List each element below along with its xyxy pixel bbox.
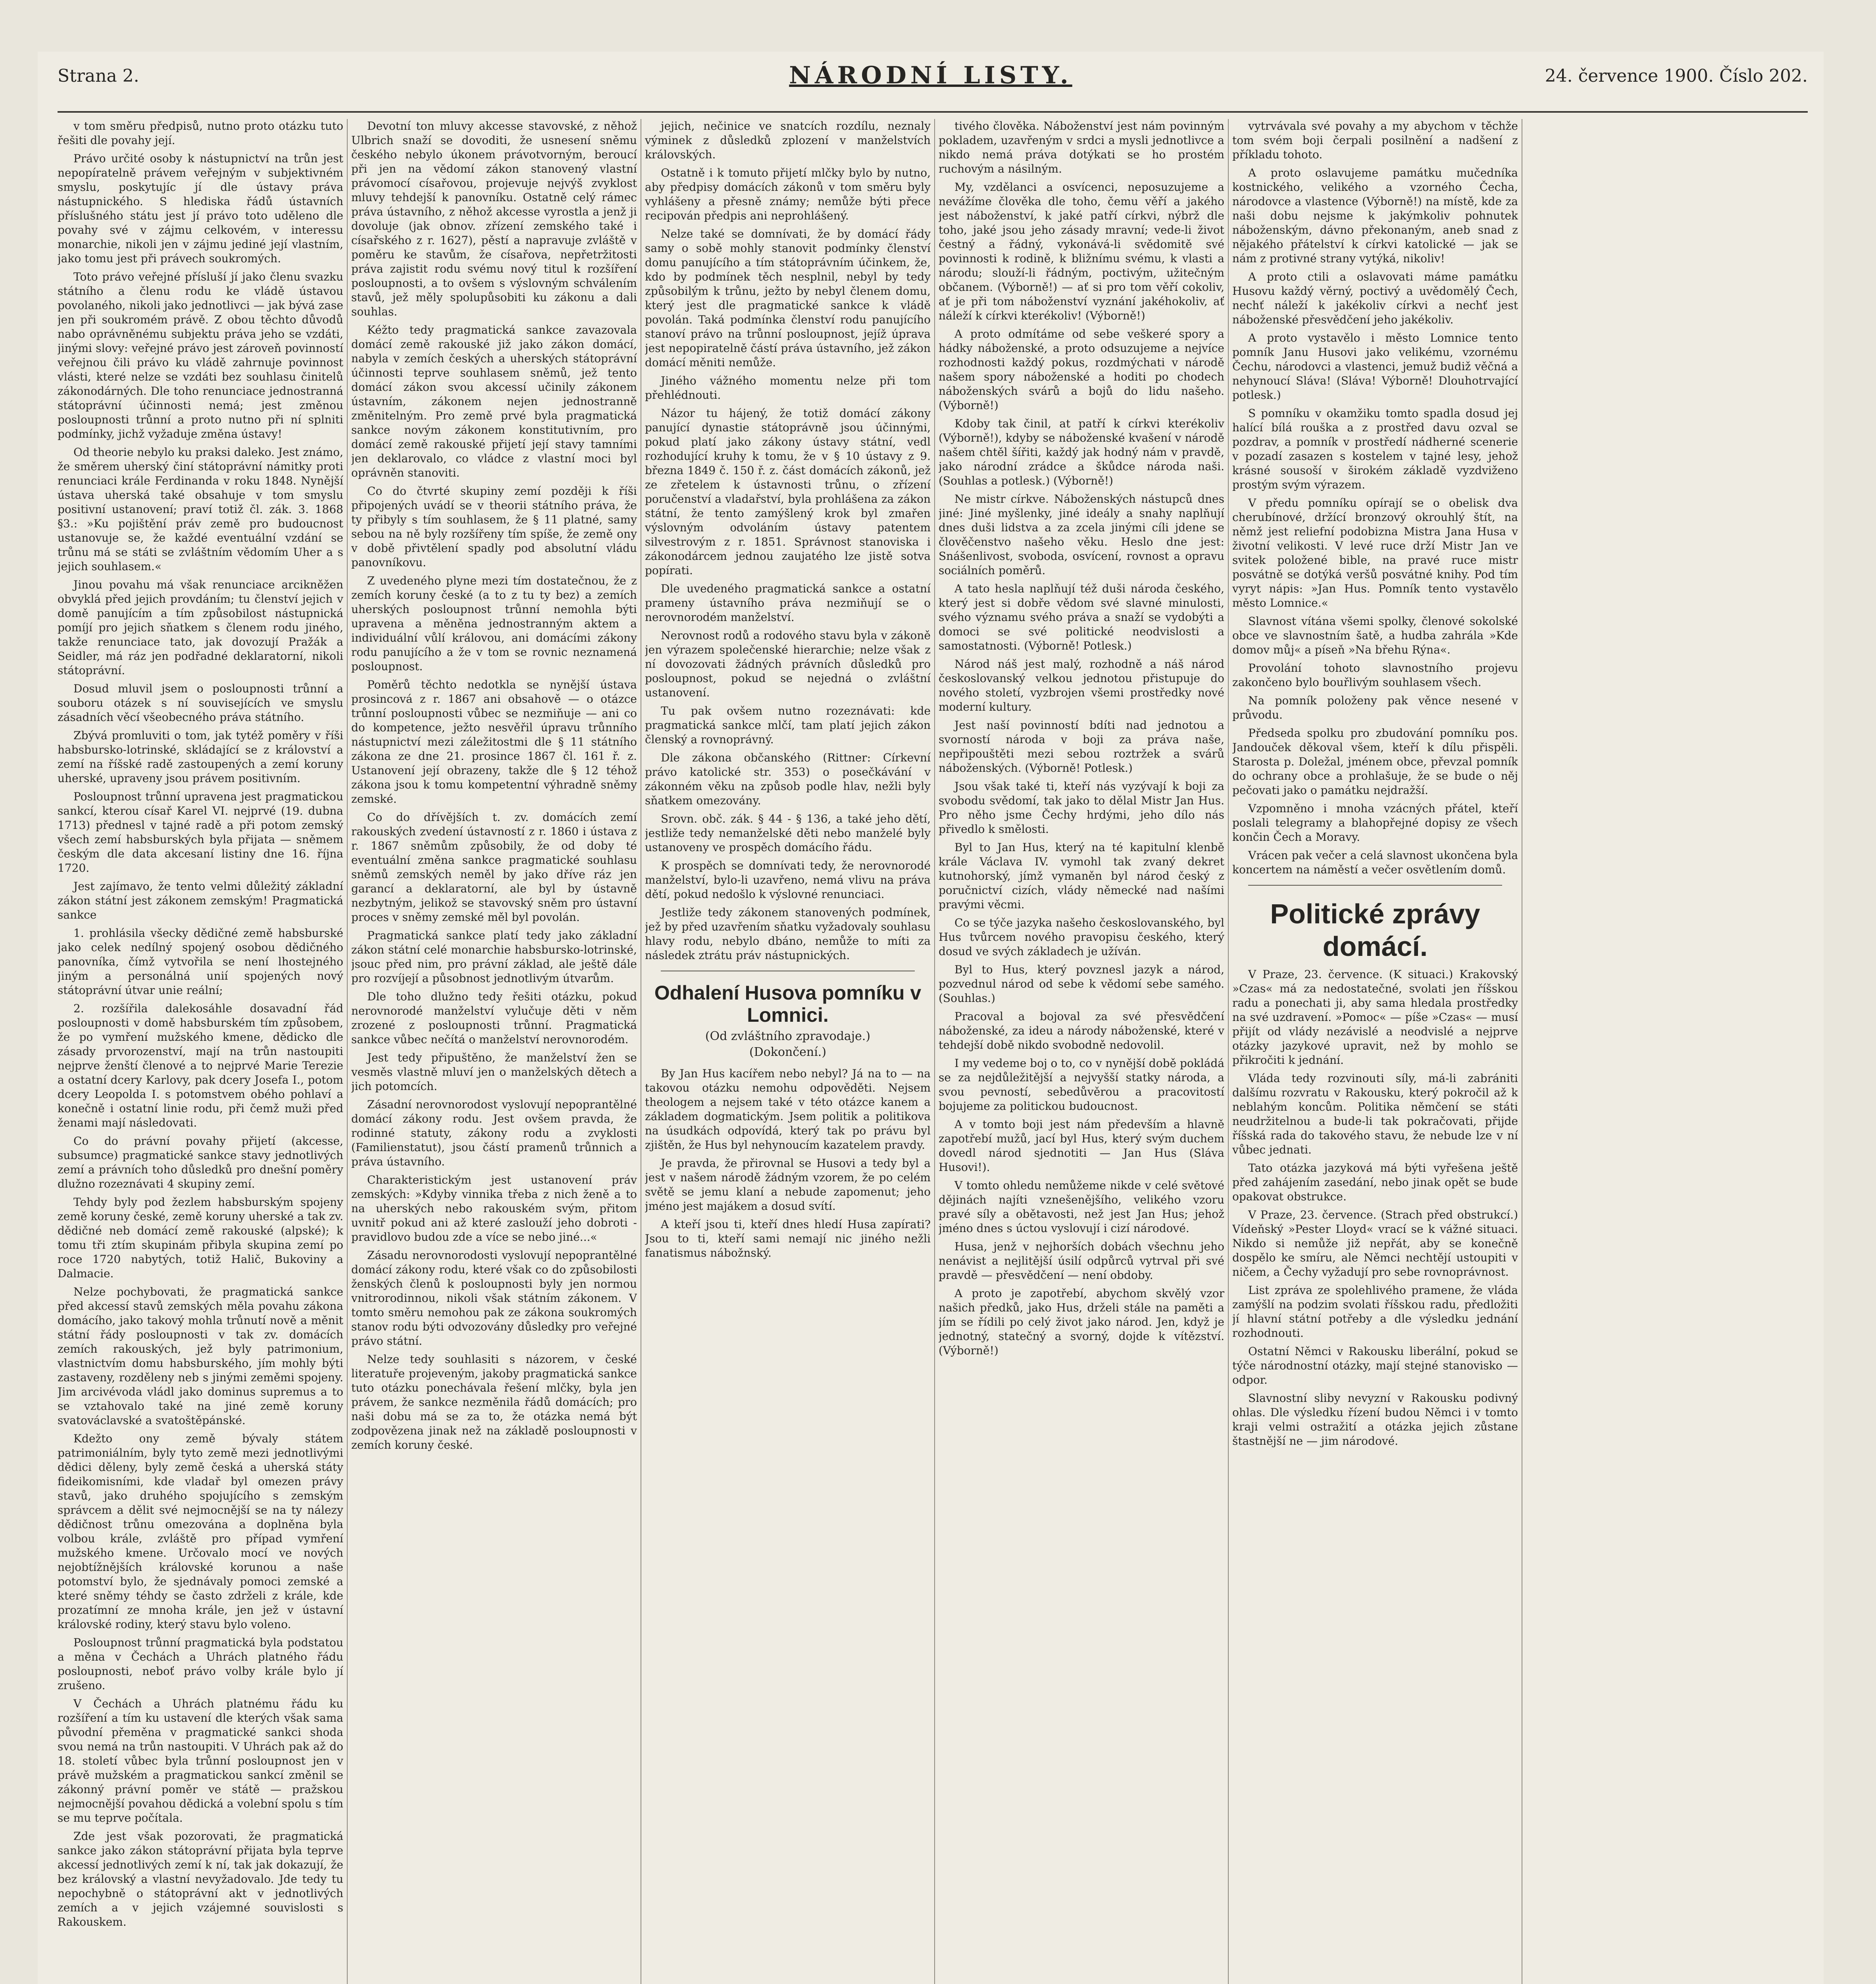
date-issue: 24. července 1900. Číslo 202. (1545, 66, 1808, 86)
column-5 (1232, 119, 1518, 1984)
paragraph: Jest tedy připuštěno, že manželství žen se vesměs vlastně mluví jen o manželských dětech a jich potomcích. (351, 1051, 637, 1093)
paragraph: I my vedeme boj o to, co v nynější době pokládá se za nejdůležitější a nejvyšší statky národa, a svou pevností, sebedůvěrou a pracovitostí bojujeme za politickou budoucnost. (939, 1057, 1224, 1113)
paragraph: Nerovnost rodů a rodového stavu byla v zákoně jen výrazem společenské hierarchie; nelze však z ní dovozovati žádných právních důsledků pro posloupnost, pokud se nejedná o zvláštní ustanovení. (645, 629, 931, 699)
paragraph: List zpráva ze spolehlivého pramene, že vláda zamýšlí na podzim svolati říšskou radu, předložiti jí hlavní státní potřeby a dle výsledku jednání rozhodnouti. (1232, 1284, 1518, 1340)
paragraph: Zbývá promluviti o tom, jak tytéž poměry v říši habsbursko-lotrinské, skládající se z království a zemí na říšské radě zastoupených a zemí koruny uherské, upraveny jsou právem positivním. (58, 729, 343, 785)
paragraph: Nelze také se domnívati, že by domácí řády samy o sobě mohly stanovit podmínky členství domu panujícího a tím státoprávním účinkem, že, kdo by podmínek těch nesplnil, nebyl by tedy způsobilým k trůnu, ježto by nebyl členem domu, který jest dle pragmatické sankce k vládě povolán. Taká podmínka členství rodu panujícího stanoví právo na trůnní posloupnost, jejíž úprava jest nepopiratelně částí práva ústavního, jež zákon domácí měniti nemůže. (645, 227, 931, 369)
paragraph: Slavnost vítána všemi spolky, členové sokolské obce ve slavnostním šatě, a hudba zahrála »Kde domov můj« a píseň »Na břehu Rýna«. (1232, 615, 1518, 656)
paragraph: Nelze tedy souhlasiti s názorem, v české literatuře projeveným, jakoby pragmatická sankce tuto otázku ponechávala řešení mlčky, byla jen právem, že sankce nezměnila řádů domácích; pro naši dobu má se za to, že otázka nemá být zodpovězena jinak než na základě posloupnosti v zemích koruny české. (351, 1353, 637, 1451)
paragraph: Nelze pochybovati, že pragmatická sankce před akcessí stavů zemských měla povahu zákona domácího, jako takový mohla trůnutí nově a měnit státní řády posloupnosti v tak zv. domácích zemích rakouských, jež byly patrimonium, vlastnictvím domu habsburského, jím mohly býti zastaveny, rozděleny neb s jinými zeměmi spojeny. Jim arcivévoda vládl jako dominus supremus a to se vztahovalo také na jiné země koruny svatováclavské a svatoštěpánské. (58, 1285, 343, 1427)
column-1 (58, 119, 343, 1984)
column-6 (1526, 119, 1804, 1984)
paragraph: Na pomník položeny pak věnce nesené v průvodu. (1232, 694, 1518, 721)
paragraph: Kdežto ony země bývaly státem patrimoniálním, byly tyto země mezi jednotlivými dědici děleny, byly země česká a uherská státy fideikomisními, kde vladař byl omezen právy stavů, jako druhého spojujícího s zemským správcem a dělit své nejmocnější se na ty nálezy dědičnost trůnu omezována a doplněna byla volbou krále, zvláště pro případ vymření mužského kmene. Určovalo mocí ve nových nejobtížnějších královské korunou a naše potomství bylo, že sjednávaly pomoci zemské a které sněmy téhdy se často zdrželi z krále, kde prozatímní ze mnoha krále, jen jež v ústavní královské rodiny, který stavu bylo voleno. (58, 1432, 343, 1631)
paragraph: S pomníku v okamžiku tomto spadla dosud jej halící bílá rouška a z prostřed davu ozval se pozdrav, a pomník v prostředí nádherné scenerie v pozadí zasazen s kostelem v tajné lesy, jehož krásné sousoší v širokém základě vyzdviženo prostým svým výrazem. (1232, 407, 1518, 491)
paragraph: Husa, jenž v nejhorších dobách všechnu jeho nenávist a nejlitější úsilí odpůrců vytrval při své pravdě — přesvědčení — není obdoby. (939, 1240, 1224, 1282)
paragraph: v tom směru předpisů, nutno proto otázku tuto řešiti dle povahy její. (58, 119, 343, 147)
paragraph: Názor tu hájený, že totiž domácí zákony panující dynastie státoprávně jsou účinnými, pokud platí jako zákony ústavy státní, vedl rozhodující kruhy k tomu, že v § 10 ústavy z 9. března 1849 č. 150 ř. z. část domácích zákonů, jež ze zřetelem k ústavnosti trůnu, o zřízení poručenství a vladařství, byla prohlášena za zákon státní, že tento zamýšlený krok byl zmařen výslovným odvoláním ústavy patentem silvestrovým z r. 1851. Správnost stanoviska i zákonodárcem jednou zaujatého lze jistě sotva popírati. (645, 407, 931, 577)
paragraph: Kéžto tedy pragmatická sankce zavazovala domácí země rakouské již jako zákon domácí, nabyla v zemích českých a uherských státoprávní účinnosti teprve souhlasem sněmů, jež tento domácí zákon svou akcessí učinily zákonem ústavním, zákonem nejen jednostranně změnitelným. Pro země prvé byla pragmatická sankce novým zákonem konstitutivním, pro domácí země rakouské přijetí její stavy tamními jen deklarovalo, co vládce z vlastní moci byl oprávněn stanoviti. (351, 323, 637, 479)
paragraph: Co do dřívějších t. zv. domácích zemí rakouských zvedení ústavností z r. 1860 i ústava z r. 1867 sněmům způsobily, že od doby té eventuální změna sankce pragmatické souhlasu sněmů zemských neměl by jako dříve ráz jen garancí a deklaratorní, ale byl by ústavně nezbytným, jelikož se stavovský sněm pro ústavní proces v sněmy zemské měl byl povolán. (351, 811, 637, 924)
paragraph: Co se týče jazyka našeho českoslovanského, byl Hus tvůrcem nového pravopisu českého, který dosud ve svých základech je užíván. (939, 916, 1224, 958)
paragraph: Provolání tohoto slavnostního projevu zakončeno bylo bouřlivým souhlasem všech. (1232, 661, 1518, 689)
paragraph: tivého člověka. Náboženství jest nám povinným pokladem, uzavřeným v srdci a mysli jednotlivce a nikdo nemá práva dotýkati se ho prostém ruchovým a násilným. (939, 119, 1224, 175)
paragraph: Dle zákona občanského (Rittner: Církevní právo katolické str. 353) o posečkávání v zákonném věku na způsob podle hlav, nežli byly sňatkem omezovány. (645, 751, 931, 807)
paragraph: Tato otázka jazyková má býti vyřešena ještě před zahájením zasedání, nebo jinak opět se bude opakovat obstrukce. (1232, 1161, 1518, 1203)
paragraph: Jsou však také ti, kteří nás vyzývají k boji za svobodu svědomí, tak jako to dělal Mistr Jan Hus. Pro něho jsme Čechy hrdými, jeho dílo nás přivedlo k smělosti. (939, 780, 1224, 836)
paragraph: V předu pomníku opírají se o obelisk dva cherubínové, držící bronzový okrouhlý štít, na němž jest reliefní podobizna Mistra Jana Husa v životní velikosti. V levé ruce drží Mistr Jan ve svitek položené bible, na pravé ruce mistr posvátně se dotýká veršů posvátné knihy. Pod tím vyryt nápis: »Jan Hus. Pomník tento vystavělo město Lomnice.« (1232, 496, 1518, 609)
paragraph: Byl to Hus, který povznesl jazyk a národ, pozvednul národ od sebe k vědomí sebe samého. (Souhlas.) (939, 963, 1224, 1005)
paragraph: Ostatní Němci v Rakousku liberální, pokud se týče národnostní otázky, mají stejné stanovisko — odpor. (1232, 1345, 1518, 1386)
paragraph: Zásadní nerovnorodost vyslovují nepoprantělné domácí zákony rodu. Jest ovšem pravda, že rodinné statuty, zákony rodu a zvyklosti (Familienstatut), jsou částí pramenů trůnnich a práva ústavního. (351, 1098, 637, 1168)
article-byline: (Dokončení.) (749, 1045, 827, 1059)
paragraph: Jinou povahu má však renunciace arcikněžen obvyklá před jejich provdáním; tu členství jejich v domě panujícím a tím způsobilost nástupnická pomíjí pro jejich sňatkem s členem rodu jiného, takže renunciace tato, jak dovozují Pražák a Seidler, má ráz jen podřadné deklaratorní, nikoli státoprávní. (58, 578, 343, 677)
paragraph: Dle uvedeného pragmatická sankce a ostatní prameny ústavního práva nezmiňují se o nerovnorodém manželství. (645, 582, 931, 624)
column-divider (1228, 119, 1229, 1984)
column-3 (645, 119, 931, 1984)
column-4 (939, 119, 1224, 1984)
header-rule (58, 111, 1808, 113)
paragraph: A proto odmítáme od sebe veškeré spory a hádky náboženské, a proto odsuzujeme a nejvíce rozhodnosti každý pokus, rozdmýchati v národě našem spory náboženské a hoditi po chodech náboženských svárů a bojů do lidu našeho. (Výborně!) (939, 327, 1224, 412)
paragraph: Co do čtvrté skupiny zemí později k říši připojených uvádí se v theorii státního práva, že ty přibyly s tím souhlasem, že § 11 platné, samy sebou na ně byly rozšířeny tím spíše, že země ony v době přivtělení spadly pod absolutní vládu panovníkovu. (351, 484, 637, 569)
paragraph: V Čechách a Uhrách platnému řádu ku rozšíření a tím ku ustavení dle kterých však sama původní přeměna v pragmatické sankci shoda svou nemá na trůn nastoupiti. V Uhrách pak až do 18. století vůbec byla trůnní posloupnost jen v právě mužském a pragmatickou sankcí změnil se zákonný právní poměr ve státě — pražskou nejmocnější povahou dědická a volební spolu s tím se mu teprve počítala. (58, 1697, 343, 1824)
paragraph: Ne mistr církve. Náboženských nástupců dnes jiné: Jiné myšlenky, jiné ideály a snahy naplňují dnes duši lidstva a za zcela jinými cíli jdene se člověčenstvo našeho věku. Heslo dne jest: Snášenlivost, svoboda, osvícení, rovnost a opravu sociálních poměrů. (939, 492, 1224, 577)
paragraph: Byl to Jan Hus, který na té kapitulní klenbě krále Václava IV. vymohl tak zvaný dekret kutnohorský, jímž vymaněn byl národ český z poručnictví cizích, vlády německé nad našími pravými věcmi. (939, 841, 1224, 911)
masthead (38, 52, 1824, 95)
paragraph: A proto je zapotřebí, abychom skvělý vzor našich předků, jako Hus, drželi stále na paměti a jím se řídili po celý život jako národ. Jen, když je jednotný, statečný a svorný, dojde k vítězství. (Výborně!) (939, 1287, 1224, 1357)
paragraph: Kdoby tak činil, at patří k církvi kterékoliv (Výborně!), kdyby se náboženské kvašení v národě našem chtěl šířiti, každý jak hodný nám v pravdě, jako národní zrádce a škůdce národa naši. (Souhlas a potlesk.) (Výborně!) (939, 417, 1224, 487)
paragraph: V tomto ohledu nemůžeme nikde v celé světové dějinách najíti vznešenějšího, velikého vzoru pravé síly a obětavosti, než jest Jan Hus; jehož jméno dnes s úctou vyslovují i cizí národové. (939, 1179, 1224, 1235)
paragraph: Předseda spolku pro zbudování pomníku pos. Jandouček děkoval všem, kteří k dílu přispěli. Starosta p. Doležal, jménem obce, převzal pomník do ochrany obce a prohlašuje, že se bude o něj pečovati jako o památku nejdražší. (1232, 727, 1518, 797)
article-subline: (Od zvláštního zpravodaje.) (705, 1029, 871, 1043)
section-headline: Politické zprávy domácí. (1270, 898, 1480, 962)
text-columns (58, 119, 1808, 1984)
paragraph: Dle toho dlužno tedy řešiti otázku, pokud nerovnorodé manželství vylučuje děti v něm zrozené z posloupnosti trůnní. Pragmatická sankce vůbec nečítá o manželství nerovnorodém. (351, 990, 637, 1046)
column-divider (934, 119, 935, 1984)
newspaper-title: NÁRODNÍ LISTY. (789, 62, 1072, 89)
paragraph: Jiného vážného momentu nelze při tom přehlédnouti. (645, 374, 931, 402)
paragraph: Posloupnost trůnní pragmatická byla podstatou a měna v Čechách a Uhrách platného řádu posloupnosti, neboť právo volby krále bylo jí zrušeno. (58, 1636, 343, 1692)
column-2 (351, 119, 637, 1984)
paragraph: Ostatně i k tomuto přijetí mlčky bylo by nutno, aby předpisy domácích zákonů v tom směru byly vyhlášeny a přesně známy; nemůže býti přece recipován předpis ani neprohlášený. (645, 166, 931, 222)
paragraph: Je pravda, že přirovnal se Husovi a tedy byl a jest v našem národě žádným vzorem, že po celém světě se jemu klaní a nebude zapomenut; jeho jméno jest majákem a dosud svítí. (645, 1157, 931, 1213)
paragraph: A proto oslavujeme památku mučedníka kostnického, velikého a vzorného Čecha, národovce a vlastence (Výborně!) na místě, kde za naši dobu nejsme k jakýmkoliv pohnutek náboženským, dávno překonaným, aneb snad z nějakého přátelství k církvi katolické — jak se nám z protivné strany vytýká, nikoliv! (1232, 166, 1518, 265)
paragraph: 2. rozšířila dalekosáhle dosavadní řád posloupnosti v domě habsburském tím způsobem, že po vymření mužského kmene, dědicko dle zásady prvorozenství, mají na trůn nastoupiti nejprve ženští členové a to nejprvé Marie Terezie a ostatní dcery Karlovy, pak dcery Josefa I., potom dcery Leopolda I. s potomstvem obého pohlaví a konečně i ostatní linie rodu, při čemž muži před ženami mají následovati. (58, 1002, 343, 1129)
paragraph: V Praze, 23. července. (Strach před obstrukcí.) Vídeňský »Pester Lloyd« vrací se k vážné situaci. Nikdo si nemůže již nepřát, aby se konečně dospělo ke smíru, ale Němci nechtějí ustoupiti v ničem, a Čechy vyžadují pro sebe rovnoprávnost. (1232, 1208, 1518, 1278)
paragraph: Vzpomněno i mnoha vzácných přátel, kteří poslali telegramy a blahopřejné dopisy ze všech končin Čech a Moravy. (1232, 802, 1518, 844)
paragraph: Devotní ton mluvy akcesse stavovské, z něhož Ulbrich snaží se dovoditi, že usnesení sněmu českého nebylo úkonem právotvorným, beroucí při jen na vědomí zákon stanovený vlastní právomocí císařovou, projevuje nejvýš zvyklost mluvy tehdejší k panovníku. Ostatně celý rámec práva ústavního, z něhož akcesse vyrostla a jenž ji dovoluje (jak obnov. zřízení zemského také i císařského z r. 1627), pěstí a napravuje zvláště v poměru ke stavům, že císařova, nepřetržitosti práva zajistit rodu svému nový titul k rozšíření posloupnosti, a to ovšem s výslovným schválením stavů, jež měly spolupůsobiti ku zákonu a dali souhlas. (351, 119, 637, 318)
section-separator (1248, 885, 1502, 886)
paragraph: Pragmatická sankce platí tedy jako základní zákon státní celé monarchie habsbursko-lotrinské, jsouc před nim, pro právní základ, ale ještě dále pro rozvíjejí a působnost jednotlivým útvarům. (351, 929, 637, 985)
article-headline: Odhalení Husova pomníku v Lomnici. (654, 982, 922, 1026)
paragraph: Co do právní povahy přijetí (akcesse, subsumce) pragmatické sankce stavy jednotlivých zemí a právních toho důsledků pro dnešní poměry dlužno rozeznávati 4 skupiny zemí. (58, 1134, 343, 1190)
paragraph: Právo určité osoby k nástupnictví na trůn jest nepopíratelně právem veřejným v subjektivném smyslu, poskytujíc jí dle ústavy práva nástupnického. S hlediska řádů ústavních příslušného státu jest jí právo toto uděleno dle povahy své v zájmu celkovém, v interessu monarchie, nikoli jen v zájmu jediné její vlastním, jako tomu jest při právech soukromých. (58, 152, 343, 265)
paragraph: My, vzdělanci a osvícenci, neposuzujeme a nevážíme člověka dle toho, čemu věří a jakého jest náboženství, k jaké patří církvi, nýbrž dle toho, jaké jsou jeho zásady mravní; vede-li život čestný a řádný, vykonává-li svědomitě své povinnosti k rodině, k bližnímu svému, k vlasti a národu; slouží-li řádným, poctivým, užitečným občanem. (Výborně!) — ať si pro tom věří cokoliv, ať je při tom náboženství vyznání jakéhokoliv, ať náleží k církvi kterékoliv! (Výborně!) (939, 181, 1224, 322)
paragraph: Dosud mluvil jsem o posloupnosti trůnní a souboru otázek s ní souvisejících ve smyslu zásadních věcí všeobecného práva státního. (58, 682, 343, 724)
paragraph: Poměrů těchto nedotkla se nynější ústava prosincová z r. 1867 ani obsahově — o otázce trůnní posloupnosti vůbec se nezmiňuje — ani co do kompetence, ježto nesvěřil úpravu trůnního nástupnictví mezi záležitostmi dle § 11 státního zákona ze dne 21. prosince 1867 čl. 161 ř. z. Ustanovení její obrazeny, takže dle § 12 téhož zákona jsou k tomu kompetentní výhradně sněmy zemské. (351, 678, 637, 806)
paragraph: Zde jest však pozorovati, že pragmatická sankce jako zákon státoprávní přijata byla teprve akcessí jednotlivých zemí k ní, tak jak dokazují, že bez královský a vlastní nevyžadovalo. Jde tedy tu nepochybně o státoprávní akt v jednotlivých zemích a v jejich vzájemné souvislosti s Rakouskem. (58, 1830, 343, 1928)
paragraph: By Jan Hus kacířem nebo nebyl? Já na to — na takovou otázku nemohu odpověděti. Nejsem theologem a nejsem také v této otázce kanem a základem dogmatickým. Jsem politik a politikova na úsudkách odpovídá, který tak po právu byl zjištěn, že Hus byl nehynoucím kazatelem pravdy. (645, 1067, 931, 1152)
paragraph: K prospěch se domnívati tedy, že nerovnorodé manželství, bylo-li uzavřeno, nemá vlivu na práva dětí, pokud nedošlo k výslovné renunciaci. (645, 859, 931, 901)
paragraph: Slavnostní sliby nevyzní v Rakousku podivný ohlas. Dle výsledku řízení budou Němci i v tomto kraji velmi ostražití a otázka jejich zůstane štastnější ne — jim národové. (1232, 1392, 1518, 1448)
paragraph: A kteří jsou ti, kteří dnes hledí Husa zapírati? Jsou to ti, kteří sami nemají nic jiného nežli fanatismus nábožnský. (645, 1218, 931, 1259)
column-divider (347, 119, 348, 1984)
paragraph: A proto vystavělo i město Lomnice tento pomník Janu Husovi jako velikému, vzornému Čechu, národovci a vlastenci, jemuž budiž věčná a nehynoucí Sláva! (Sláva! Výborně! Dlouhotrvající potlesk.) (1232, 331, 1518, 402)
paragraph: Jestliže tedy zákonem stanovených podmínek, jež by před uzavřením sňatku vyžadovaly souhlasu hlavy rodu, nebylo dbáno, nemůže to míti za následek ztrátu práv nástupnických. (645, 906, 931, 962)
paragraph: Srovn. obč. zák. § 44 - § 136, a také jeho dětí, jestliže tedy nemanželské děti nebo manželé byly ustanoveny ve prospěch domácího řádu. (645, 812, 931, 854)
paragraph: vytrvávala své povahy a my abychom v těchže tom svém boji čerpali posilnění a nadšení z příkladu tohoto. (1232, 119, 1518, 161)
paragraph: Posloupnost trůnní upravena jest pragmatickou sankcí, kterou císař Karel VI. nejprvé (19. dubna 1713) přednesl v tajné radě a při potom zemský všech zemí habsburských byla přijata — sněmem českým dle data akcesaní listiny dne 16. října 1720. (58, 790, 343, 875)
paragraph: Z uvedeného plyne mezi tím dostatečnou, že z zemích koruny české (a to z tu ty bez) a zemích uherských posloupnost trůnní nemohla býti upravena a měněna jednostranným aktem a individuální vůlí královou, ani domácími zákony rodu panujícího a že v tom se rovnic neznamená posloupnost. (351, 574, 637, 673)
paragraph: Národ náš jest malý, rozhodně a náš národ českoslovanský velkou jednotou přistupuje do nového století, vyzbrojen všemi prostředky nové moderní kultury. (939, 657, 1224, 713)
paragraph: A proto ctili a oslavovati máme památku Husovu každý věrný, poctivý a uvědomělý Čech, nechť náleží k jakékoliv církvi a nechť jest náboženské přesvědčení jeho jakékoliv. (1232, 270, 1518, 326)
paragraph: Tu pak ovšem nutno rozeznávati: kde pragmatická sankce mlčí, tam platí jejich zákon členský a rovnoprávný. (645, 704, 931, 746)
page-number: Strana 2. (58, 66, 139, 86)
paragraph: Vrácen pak večer a celá slavnost ukončena byla koncertem na náměstí a večer osvětlením domů. (1232, 849, 1518, 876)
paragraph: Zásadu nerovnorodosti vyslovují nepoprantělné domácí zákony rodu, které však co do způsobilosti ženských členů k posloupnosti byly jen normou vnitrorodinnou, nikoli však státním zákonem. V tomto směru nemohou pak ze zákona soukromých stanov rodu býti odvozovány důsledky pro veřejné právo státní. (351, 1249, 637, 1348)
paragraph: Toto právo veřejné přísluší jí jako členu svazku státního a členu rodu ke vládě ústavou povolaného, nikoli jako jednotlivci — jak bývá zase jen při soukromém právě. Z obou těchto důvodů nabo oprávněnému subjektu práva jeho se vzdáti, jinými slovy: veřejné právo jest zároveň povinností veřejnou čili právo ku vládě zahrnuje povinnost vlásti, které nelze se vzdáti bez souhlasu činitelů zákonodárných. Dle toho renunciace jednostranná státoprávní účinnosti nemá; jest změnou posloupnosti trůnní a proto nutno při ní splniti podmínky, jichž vyžaduje změna ústavy! (58, 270, 343, 440)
paragraph: Jest zajímavo, že tento velmi důležitý základní zákon státní jest zákonem zemským! Pragmatická sankce (58, 880, 343, 921)
paragraph: A tato hesla naplňují též duši národa českého, který jest si dobře vědom své slavné minulosti, svého významu svého práva a snaží se vydobýti a domoci se své politické neodvislosti a samostatnosti. (Výborně! Potlesk.) (939, 582, 1224, 652)
paragraph: V Praze, 23. července. (K situaci.) Krakovský »Czas« má za nedostatečné, svolati jen říšskou radu a ponechati ji, aby sama hledala prostředky na své uzdravení. »Pomoc« — píše »Czas« — musí přijít od vlády nezávislé a neodvislé a nejprve otázky jazykové upravit, než by mohlo se přikročiti k jednání. (1232, 968, 1518, 1067)
paragraph: Tehdy byly pod žezlem habsburským spojeny země koruny české, země koruny uherské a tak zv. dědičné neb domácí země rakouské (alpské); k tomu tři ztím skupinám přibyla skupina zemí po roce 1720 nabytých, totiž Halič, Bukoviny a Dalmacie. (58, 1196, 343, 1280)
paragraph: jejich, nečinice ve snatcích rozdílu, neznaly výminek z důsledků zplození v manželstvích královských. (645, 119, 931, 161)
paragraph: Vláda tedy rozvinouti síly, má-li zabrániti dalšímu rozvratu v Rakousku, který pokročil až k neblahým koncům. Politika němčení se státi neudržitelnou a bude-li tak pokračovati, přijde říšská rada do takového stavu, že nebude lze v ní vůbec jednati. (1232, 1072, 1518, 1156)
paragraph: Jest naší povinností bdíti nad jednotou a svorností národa v boji za práva naše, nepřipouštěti mezi sebou roztržek a svárů náboženských. (Výborně! Potlesk.) (939, 719, 1224, 775)
paragraph: Od theorie nebylo ku praksi daleko. Jest známo, že směrem uherský činí státoprávní námitky proti renunciaci krále Ferdinanda v roku 1848. Nynější ústava uherská také obsahuje v tom smyslu positivní ustanovení; praví totiž čl. zák. 3. 1868 §3.: »Ku pojištění práv země pro budoucnost ustanovuje se, že každé eventuální vzdání se trůnu má se státi se zvláštním vědomím Uher a s jejich souhlasem.« (58, 446, 343, 573)
paragraph: A v tomto boji jest nám především a hlavně zapotřebí mužů, jací byl Hus, který svým duchem dovedl národ sjednotiti — Jan Hus (Sláva Husovi!). (939, 1118, 1224, 1174)
paragraph: 1. prohlásila všecky dědičné země habsburské jako celek nedílný spojený osobou dědičného panovníka, čímž vytvořila se není lhostejného jiným a personálná unií spojených nový státoprávní útvar unie reální; (58, 927, 343, 997)
paragraph: Pracoval a bojoval za své přesvědčení náboženské, za ideu a národy náboženské, které v tehdejší době nikdo svobodně nedovolil. (939, 1010, 1224, 1052)
newspaper-page (38, 52, 1824, 1984)
paragraph: Charakteristickým jest ustanovení práv zemských: »Kdyby vinnika třeba z nich ženě a to na uherských nebo rakouském svým, přitom uvnitř pokud ani až které zaslouží jeho dobroti - pravidlovo budou zde a více se nebo jiné...« (351, 1173, 637, 1244)
